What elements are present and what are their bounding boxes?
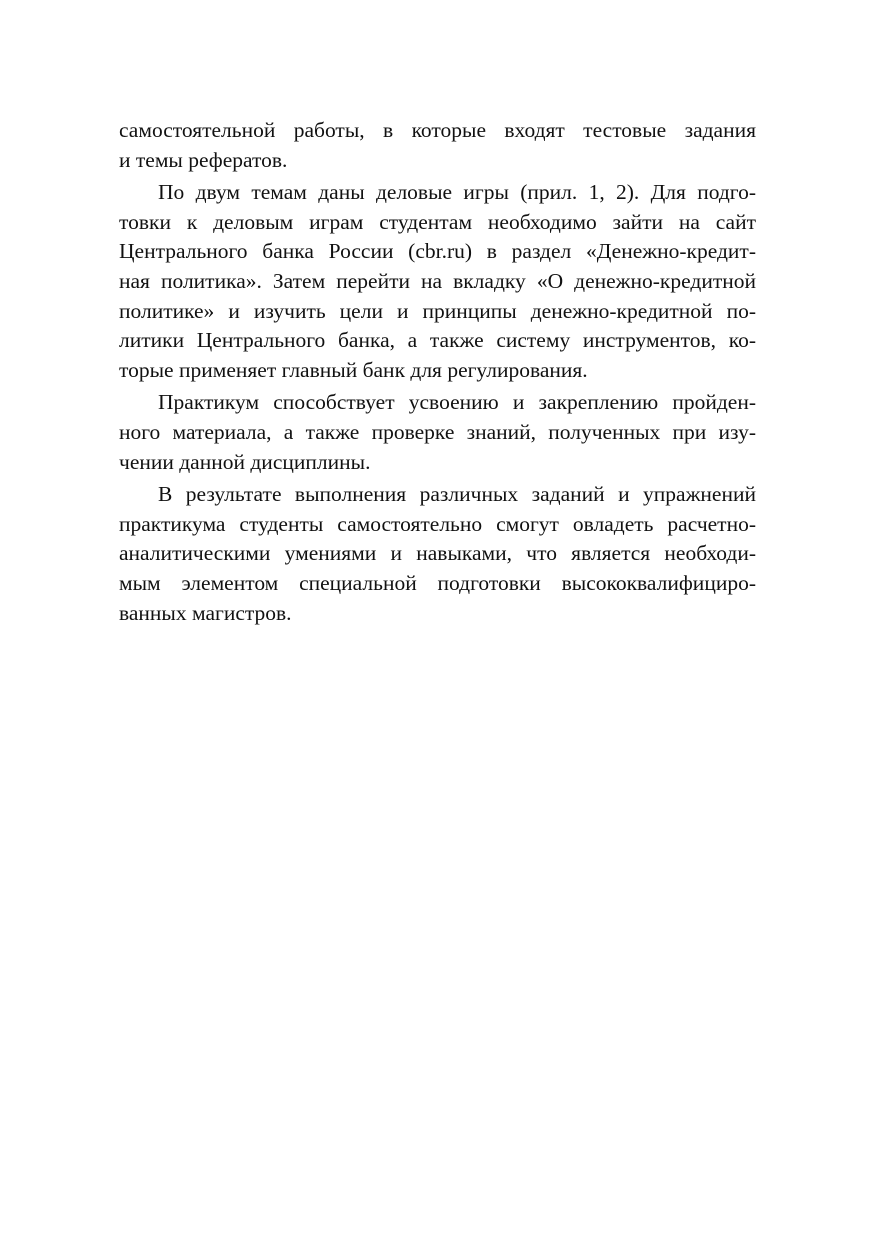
text-line: По двум темам даны деловые игры (прил. 1, 2). Для подго- bbox=[158, 180, 756, 205]
text-line: Практикум способствует усвоению и закреплению пройден- bbox=[158, 390, 756, 415]
text-line: политике» и изучить цели и принципы денежно-кредитной по- bbox=[119, 298, 756, 323]
text-line: торые применяет главный банк для регулирования. bbox=[119, 357, 588, 382]
text-line: самостоятельной работы, в которые входят тестовые задания bbox=[119, 118, 756, 142]
text-line: товки к деловым играм студентам необходимо зайти на сайт bbox=[119, 209, 756, 234]
paragraph-1 bbox=[119, 116, 756, 175]
paragraph-4 bbox=[119, 480, 756, 628]
text-line: ванных магистров. bbox=[119, 600, 292, 625]
paragraph-2 bbox=[119, 178, 756, 385]
text-line: практикума студенты самостоятельно смогут овладеть расчетно- bbox=[119, 511, 756, 536]
text-line: литики Центрального банка, а также систему инструментов, ко- bbox=[119, 328, 756, 353]
text-line: ного материала, а также проверке знаний, полученных при изу- bbox=[119, 419, 756, 444]
text-line: и темы рефератов. bbox=[119, 147, 288, 172]
text-line: аналитическими умениями и навыками, что является необходи- bbox=[119, 541, 756, 566]
text-line: мым элементом специальной подготовки высококвалифициро- bbox=[119, 570, 756, 595]
text-line: чении данной дисциплины. bbox=[119, 449, 371, 474]
body-text bbox=[119, 116, 756, 628]
text-line: В результате выполнения различных заданий и упражнений bbox=[158, 482, 756, 507]
text-line: Центрального банка России (cbr.ru) в раздел «Денежно-кредит- bbox=[119, 239, 756, 264]
paragraph-3 bbox=[119, 388, 756, 477]
text-line: ная политика». Затем перейти на вкладку «О денежно-кредитной bbox=[119, 268, 756, 293]
